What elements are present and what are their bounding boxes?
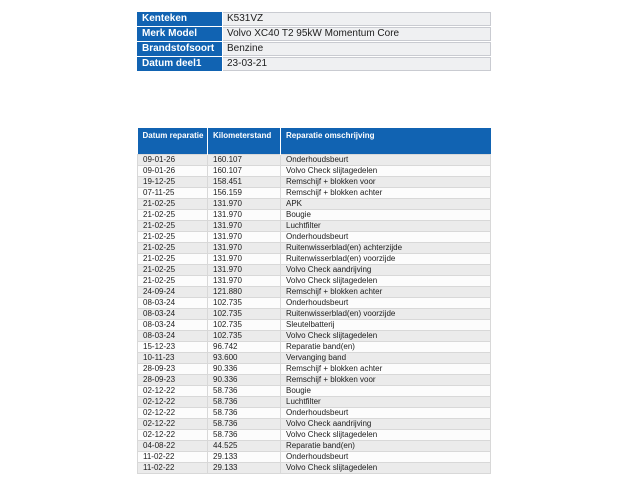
service-row xyxy=(138,154,491,165)
service-km-cell: 131.970 xyxy=(208,264,281,275)
service-date-cell: 02-12-22 xyxy=(138,407,208,418)
service-km-cell: 156.159 xyxy=(208,187,281,198)
service-km-cell: 121.880 xyxy=(208,286,281,297)
service-row xyxy=(138,253,491,264)
vehicle-info-row xyxy=(137,27,491,41)
service-row xyxy=(138,297,491,308)
service-desc-cell: Remschijf + blokken voor xyxy=(281,374,491,385)
service-row xyxy=(138,429,491,440)
service-desc-cell: Vervanging band xyxy=(281,352,491,363)
service-km-cell: 131.970 xyxy=(208,220,281,231)
vehicle-info-label: Datum deel1 xyxy=(137,57,223,71)
service-row xyxy=(138,363,491,374)
service-row xyxy=(138,264,491,275)
service-row xyxy=(138,220,491,231)
vehicle-info-body xyxy=(137,12,491,71)
vehicle-info-label: Merk Model xyxy=(137,27,223,41)
service-desc-cell: Volvo Check slijtagedelen xyxy=(281,429,491,440)
service-date-cell: 28-09-23 xyxy=(138,363,208,374)
service-date-cell: 09-01-26 xyxy=(138,165,208,176)
service-row xyxy=(138,198,491,209)
service-desc-cell: Volvo Check aandrijving xyxy=(281,418,491,429)
service-desc-cell: Volvo Check slijtagedelen xyxy=(281,275,491,286)
service-date-cell: 02-12-22 xyxy=(138,429,208,440)
service-desc-cell: Onderhoudsbeurt xyxy=(281,231,491,242)
header-reparatie-omschrijving: Reparatie omschrijving xyxy=(281,128,491,154)
service-row xyxy=(138,231,491,242)
vehicle-info-label: Brandstofsoort xyxy=(137,42,223,56)
service-row xyxy=(138,418,491,429)
service-row xyxy=(138,275,491,286)
service-date-cell: 08-03-24 xyxy=(138,297,208,308)
service-row xyxy=(138,176,491,187)
service-date-cell: 02-12-22 xyxy=(138,418,208,429)
vehicle-info-value: Volvo XC40 T2 95kW Momentum Core xyxy=(223,27,491,41)
service-date-cell: 24-09-24 xyxy=(138,286,208,297)
service-row xyxy=(138,330,491,341)
service-date-cell: 11-02-22 xyxy=(138,462,208,473)
service-row xyxy=(138,396,491,407)
service-row xyxy=(138,319,491,330)
service-desc-cell: Reparatie band(en) xyxy=(281,440,491,451)
service-km-cell: 58.736 xyxy=(208,396,281,407)
service-desc-cell: APK xyxy=(281,198,491,209)
service-row xyxy=(138,308,491,319)
service-km-cell: 160.107 xyxy=(208,154,281,165)
service-desc-cell: Onderhoudsbeurt xyxy=(281,451,491,462)
service-desc-cell: Ruitenwisserblad(en) voorzijde xyxy=(281,253,491,264)
service-desc-cell: Remschijf + blokken voor xyxy=(281,176,491,187)
service-date-cell: 28-09-23 xyxy=(138,374,208,385)
service-date-cell: 21-02-25 xyxy=(138,209,208,220)
service-date-cell: 15-12-23 xyxy=(138,341,208,352)
service-date-cell: 07-11-25 xyxy=(138,187,208,198)
service-date-cell: 21-02-25 xyxy=(138,275,208,286)
service-km-cell: 29.133 xyxy=(208,451,281,462)
service-date-cell: 21-02-25 xyxy=(138,242,208,253)
service-km-cell: 58.736 xyxy=(208,429,281,440)
service-desc-cell: Ruitenwisserblad(en) voorzijde xyxy=(281,308,491,319)
service-date-cell: 21-02-25 xyxy=(138,220,208,231)
vehicle-info-value: K531VZ xyxy=(223,12,491,26)
service-date-cell: 02-12-22 xyxy=(138,396,208,407)
header-kilometerstand: Kilometerstand xyxy=(208,128,281,154)
service-row xyxy=(138,209,491,220)
service-history-body xyxy=(138,154,491,473)
vehicle-info-row xyxy=(137,12,491,26)
service-km-cell: 58.736 xyxy=(208,385,281,396)
service-desc-cell: Ruitenwisserblad(en) achterzijde xyxy=(281,242,491,253)
service-km-cell: 131.970 xyxy=(208,242,281,253)
service-km-cell: 131.970 xyxy=(208,275,281,286)
service-date-cell: 08-03-24 xyxy=(138,319,208,330)
service-date-cell: 02-12-22 xyxy=(138,385,208,396)
service-km-cell: 90.336 xyxy=(208,363,281,374)
service-history-header-row xyxy=(138,128,491,154)
service-row xyxy=(138,341,491,352)
service-row xyxy=(138,385,491,396)
service-km-cell: 96.742 xyxy=(208,341,281,352)
service-desc-cell: Onderhoudsbeurt xyxy=(281,154,491,165)
service-date-cell: 21-02-25 xyxy=(138,264,208,275)
service-row xyxy=(138,440,491,451)
service-desc-cell: Onderhoudsbeurt xyxy=(281,297,491,308)
service-row xyxy=(138,352,491,363)
service-km-cell: 102.735 xyxy=(208,297,281,308)
service-date-cell: 11-02-22 xyxy=(138,451,208,462)
service-history-header xyxy=(138,128,491,154)
vehicle-info-value: Benzine xyxy=(223,42,491,56)
service-row xyxy=(138,451,491,462)
vehicle-info-row xyxy=(137,57,491,71)
service-date-cell: 21-02-25 xyxy=(138,231,208,242)
service-km-cell: 102.735 xyxy=(208,330,281,341)
service-km-cell: 158.451 xyxy=(208,176,281,187)
service-date-cell: 09-01-26 xyxy=(138,154,208,165)
service-km-cell: 102.735 xyxy=(208,319,281,330)
service-desc-cell: Volvo Check slijtagedelen xyxy=(281,462,491,473)
service-date-cell: 10-11-23 xyxy=(138,352,208,363)
service-date-cell: 21-02-25 xyxy=(138,198,208,209)
service-km-cell: 131.970 xyxy=(208,209,281,220)
vehicle-info-row xyxy=(137,42,491,56)
service-history-table xyxy=(137,128,491,474)
service-km-cell: 131.970 xyxy=(208,198,281,209)
vehicle-info-table xyxy=(137,11,491,72)
vehicle-info-value: 23-03-21 xyxy=(223,57,491,71)
service-row xyxy=(138,407,491,418)
service-row xyxy=(138,374,491,385)
service-desc-cell: Sleutelbatterij xyxy=(281,319,491,330)
service-row xyxy=(138,187,491,198)
service-desc-cell: Luchtfilter xyxy=(281,220,491,231)
service-km-cell: 160.107 xyxy=(208,165,281,176)
service-row xyxy=(138,165,491,176)
service-date-cell: 08-03-24 xyxy=(138,308,208,319)
service-km-cell: 29.133 xyxy=(208,462,281,473)
service-desc-cell: Volvo Check aandrijving xyxy=(281,264,491,275)
service-desc-cell: Bougie xyxy=(281,209,491,220)
service-desc-cell: Volvo Check slijtagedelen xyxy=(281,330,491,341)
service-km-cell: 58.736 xyxy=(208,407,281,418)
service-desc-cell: Remschijf + blokken achter xyxy=(281,286,491,297)
vehicle-info-label: Kenteken xyxy=(137,12,223,26)
service-date-cell: 19-12-25 xyxy=(138,176,208,187)
service-date-cell: 21-02-25 xyxy=(138,253,208,264)
service-km-cell: 102.735 xyxy=(208,308,281,319)
service-date-cell: 08-03-24 xyxy=(138,330,208,341)
service-km-cell: 131.970 xyxy=(208,253,281,264)
service-desc-cell: Volvo Check slijtagedelen xyxy=(281,165,491,176)
service-desc-cell: Onderhoudsbeurt xyxy=(281,407,491,418)
service-desc-cell: Remschijf + blokken achter xyxy=(281,363,491,374)
service-km-cell: 58.736 xyxy=(208,418,281,429)
service-desc-cell: Bougie xyxy=(281,385,491,396)
service-desc-cell: Remschijf + blokken achter xyxy=(281,187,491,198)
header-datum-reparatie: Datum reparatie xyxy=(138,128,208,154)
service-row xyxy=(138,462,491,473)
service-row xyxy=(138,286,491,297)
service-row xyxy=(138,242,491,253)
service-date-cell: 04-08-22 xyxy=(138,440,208,451)
service-km-cell: 93.600 xyxy=(208,352,281,363)
service-desc-cell: Reparatie band(en) xyxy=(281,341,491,352)
service-km-cell: 90.336 xyxy=(208,374,281,385)
service-km-cell: 131.970 xyxy=(208,231,281,242)
service-km-cell: 44.525 xyxy=(208,440,281,451)
service-desc-cell: Luchtfilter xyxy=(281,396,491,407)
